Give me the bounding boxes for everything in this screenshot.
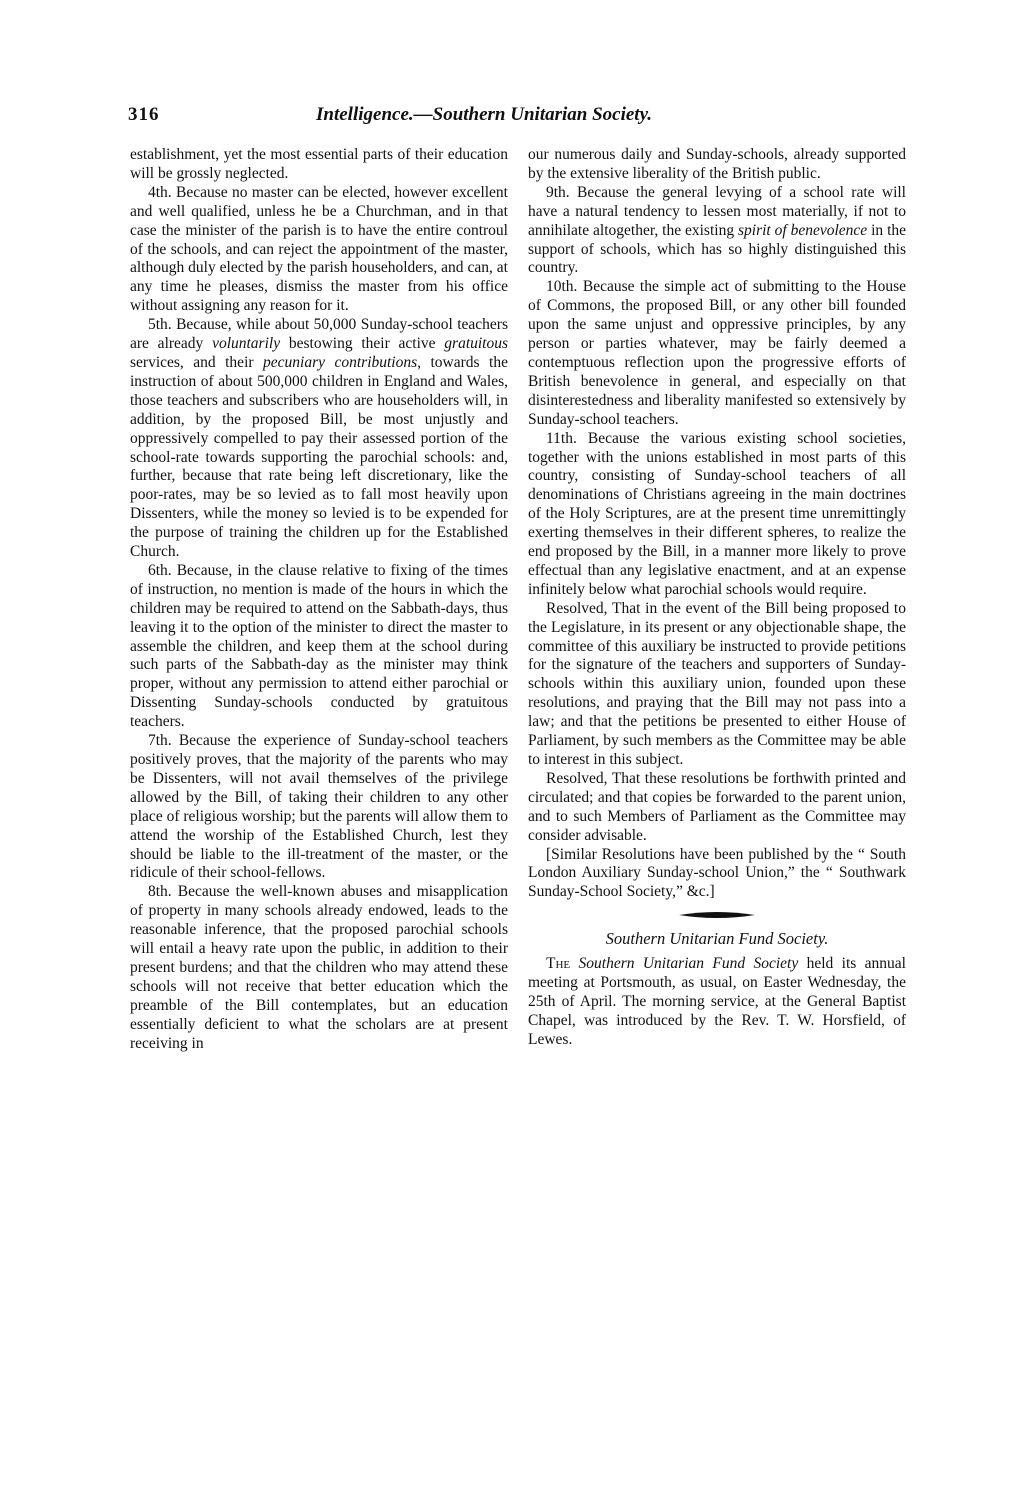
text-run: held its annual meeting at Portsmouth, as usual, on Easter Wednesday, the 25th of April. The morning service, at the General Baptist Chapel, was introduced by the Rev. T. W. Horsfield, of Lewes. bbox=[528, 955, 906, 1048]
section-divider bbox=[677, 910, 757, 920]
text-run: in the support of schools, which has so highly distinguished this country. bbox=[528, 221, 907, 277]
text-run: towards the instruction of about 500,000 children in England and Wales, those teachers and subscribers who are householders will, in addition, by the proposed Bill, be most unjustly and oppressively compelled to pay their assessed portion of the school-rate towards supporting the parochial schools: and, further, because that rate being left discretionary, like the poor-rates, may be so levied as to fall most heavily upon Dissenters, while the money so levied is to be expended for the purpose of training the children up for the Established Church. bbox=[130, 353, 508, 561]
paragraph: 6th. Because, in the clause relative to fixing of the times of instruction, no mention is made of the hours in which the children may be required to attend on the Sabbath-days, thus leaving it to the option of the minister to direct the master to assemble the children, and keep them at the school during such parts of the Sabbath-day as the minister may think proper, without any permission to attend either parochial or Dissenting Sunday-schools conducted by gratuitous teachers. bbox=[130, 561, 508, 731]
left-column bbox=[130, 146, 508, 1054]
ornament-rule-icon bbox=[677, 910, 757, 920]
paragraph: 7th. Because the experience of Sunday-school teachers positively proves, that the majority of the parents who may be Dissenters, will not avail themselves of the privilege allowed by the Bill, of taking their children to any other place of religious worship; but the parents will allow them to attend the worship of the Established Church, lest they should be liable to the ill-treatment of the master, or the ridicule of their school-fellows. bbox=[130, 732, 508, 882]
text-run: bestowing their active bbox=[280, 335, 445, 353]
paragraph: our numerous daily and Sunday-schools, already supported by the extensive liberality of the British public. bbox=[528, 146, 906, 182]
italic-text: spirit of benevolence bbox=[738, 221, 868, 239]
italic-text: gratuitous bbox=[444, 335, 509, 353]
paragraph: 11th. Because the various existing school societies, together with the unions established in most parts of this country, consisting of Sunday-school teachers of all denominations of Christians agreeing in the main doctrines of the Holy Scriptures, are at the present time unremittingly exerting themselves in their different spheres, to realize the end proposed by the Bill, in a manner more likely to prove effectual than any legislative enactment, and at an expense infinitely below what parochial schools would require. bbox=[528, 429, 906, 598]
paragraph: 4th. Because no master can be elected, however excellent and well qualified, unless he be a Churchman, and in that case the minister of the parish is to have the entire controul of the schools, and can reject the appointment of the master, although duly elected by the parish householders, and can, at any time he pleases, dismiss the master from his office without assigning any reason for it. bbox=[130, 183, 508, 315]
small-caps-text: The bbox=[546, 955, 571, 973]
italic-text: Southern Unitarian Fund Society bbox=[578, 955, 799, 973]
paragraph bbox=[528, 955, 906, 1050]
paragraph bbox=[528, 184, 906, 279]
running-title: Intelligence.—Southern Unitarian Society. bbox=[316, 104, 653, 125]
paragraph: Resolved, That these resolutions be forthwith printed and circulated; and that copies be forwarded to the parent union, and to such Members of Parliament as the Committee may consider advisable. bbox=[528, 769, 906, 844]
page-number: 316 bbox=[128, 104, 160, 125]
paragraph: establishment, yet the most essential parts of their education will be grossly neglected. bbox=[130, 146, 508, 182]
paragraph: Resolved, That in the event of the Bill being proposed to the Legislature, in its present or any objectionable shape, the committee of this auxiliary be instructed to provide petitions for the signature of the teachers and supporters of Sunday-schools within this auxiliary union, founded upon these resolutions, and praying that the Bill may not pass into a law; and that the petitions be presented to either House of Parliament, by such members as the Committee may be able to interest in this subject. bbox=[528, 599, 906, 768]
right-column bbox=[528, 146, 906, 1050]
page-header bbox=[128, 104, 908, 134]
italic-text: voluntarily bbox=[212, 335, 281, 353]
italic-text: pecuniary contributions, bbox=[263, 353, 422, 371]
paragraph: 8th. Because the well-known abuses and misapplication of property in many schools already endowed, leads to the reasonable inference, that the proposed parochial schools will entail a heavy rate upon the public, in addition to their present burdens; and that the children who may attend these schools will not receive that better education which the preamble of the Bill contemplates, but an education essentially deficient to what the scholars are at present receiving in bbox=[130, 883, 508, 1052]
section-title: Southern Unitarian Fund Society. bbox=[605, 929, 829, 949]
text-run: 9th. Because the general levying of a school rate will have a natural tendency to lessen most materially, if not to annihilate altogether, the existing bbox=[528, 183, 906, 239]
text-run: 5th. Because, while about 50,000 Sunday-school teachers are already bbox=[130, 316, 508, 353]
paragraph: [Similar Resolutions have been published by the “ South London Auxiliary Sunday-school Union,” the “ Southwark Sunday-School Society,” &c.] bbox=[528, 845, 906, 901]
paragraph bbox=[130, 316, 508, 562]
text-run: services, and their bbox=[130, 353, 264, 371]
paragraph: 10th. Because the simple act of submitting to the House of Commons, the proposed Bill, or any other bill founded upon the same unjust and oppressive principles, by any person or parties whatever, may be fairly deemed a contemptuous reflection upon the progressive efforts of British benevolence in general, and especially on that disinterestedness and liberality manifested so extensively by Sunday-school teachers. bbox=[528, 278, 906, 428]
